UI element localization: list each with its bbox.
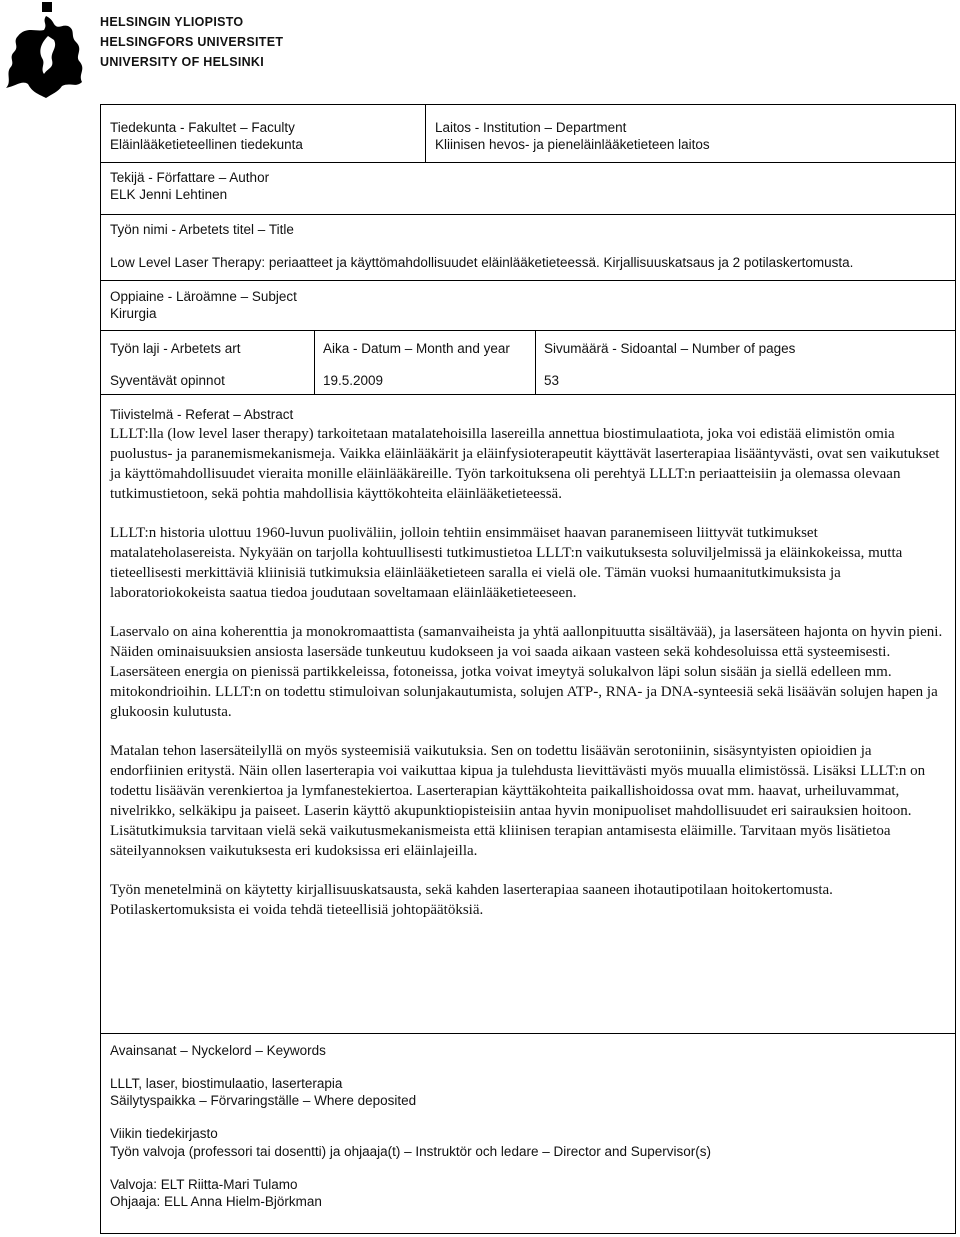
author-value: ELK Jenni Lehtinen	[110, 187, 228, 202]
department-label: Laitos - Institution – Department	[435, 120, 627, 135]
divider	[101, 1033, 955, 1034]
university-name-sv: HELSINGFORS UNIVERSITET	[100, 35, 284, 49]
subject-label: Oppiaine - Läroämne – Subject	[110, 289, 297, 304]
level-field	[110, 340, 310, 389]
level-value: Syventävät opinnot	[110, 373, 225, 388]
supervisor-line: Valvoja: ELT Riitta-Mari Tulamo	[110, 1177, 298, 1192]
divider	[101, 394, 955, 395]
title-field	[110, 221, 946, 271]
subject-value: Kirurgia	[110, 306, 157, 321]
keywords-label: Avainsanat – Nyckelord – Keywords	[110, 1043, 326, 1058]
keywords-value: LLLT, laser, biostimulaatio, laserterapia	[110, 1076, 343, 1091]
date-value: 19.5.2009	[323, 373, 384, 388]
abstract-paragraph: Laservalo on aina koherenttia ja monokromaattista (samanvaiheista ja yhtä aallonpituutta sisältävää), ja lasersäteen hajonta on hyvin pieni. Näiden ominaisuuksien ansiosta lasersäde tunkeutuu kudokseen ja voi saada aikaan vasteen sekä kohdesoluissa että systeemisesti. Lasersäteen energia on pienissä partikkeleissa, fotoneissa, jotka voivat imeytyä solukalvon läpi solun sisään ja siellä edelleen mm. mitokondrioihin. LLLT:n on todettu stimuloivan solunjakautumista, solujen ATP-, RNA- ja DNA-synteesiä sekä lisäävän solujen hapen ja glukoosin kulutusta.	[110, 624, 943, 720]
divider	[314, 330, 315, 394]
keywords-field	[110, 1042, 940, 1092]
deposited-value: Viikin tiedekirjasto	[110, 1126, 218, 1141]
author-label: Tekijä - Författare – Author	[110, 170, 270, 185]
divider	[101, 330, 955, 331]
abstract-body	[110, 424, 946, 939]
level-label: Työn laji - Arbetets art	[110, 341, 241, 356]
pages-label: Sivumäärä - Sidoantal – Number of pages	[544, 341, 796, 356]
deposited-field	[110, 1092, 940, 1142]
supervisors-label: Työn valvoja (professori tai dosentti) ja ohjaaja(t) – Instruktör och ledare – Director and Supervisor(s)	[110, 1144, 712, 1159]
divider	[425, 105, 426, 162]
pages-value: 53	[544, 373, 560, 388]
supervisor-line: Ohjaaja: ELL Anna Hielm-Björkman	[110, 1194, 322, 1209]
divider	[101, 280, 955, 281]
university-names	[100, 12, 283, 72]
title-label: Työn nimi - Arbetets titel – Title	[110, 222, 294, 237]
faculty-label: Tiedekunta - Fakultet – Faculty	[110, 120, 295, 135]
deposited-label: Säilytyspaikka – Förvaringställe – Where deposited	[110, 1093, 417, 1108]
abstract-paragraph: LLLT:n historia ulottuu 1960-luvun puoliväliin, jolloin tehtiin ensimmäiset haavan paranemiseen liittyvät tutkimukset matalateholasereista. Nykyään on tarjolla kohtuullisesti tutkimustietoa LLLT:n vaikutuksesta soluviljelmissä ja eläinkokeissa, mutta tieteellisesti merkittäviä kliinisiä tutkimuksia eläinlääketieteen saralla ei vielä ole. Tämän vuoksi humaanitutkimuksista ja laboratoriokokeista saatua tiedoa joudutaan soveltamaan eläinlääketieteeseen.	[110, 525, 903, 601]
page-header	[0, 0, 960, 100]
university-name-en: UNIVERSITY OF HELSINKI	[100, 55, 265, 69]
title-value: Low Level Laser Therapy: periaatteet ja käyttömahdollisuudet eläinlääketieteessä. Kirjallisuuskatsaus ja 2 potilaskertomusta.	[110, 255, 854, 270]
divider	[535, 330, 536, 394]
helsinki-university-flame-logo-icon	[2, 2, 94, 98]
department-field	[435, 119, 945, 153]
faculty-field	[110, 119, 410, 153]
abstract-paragraph: Työn menetelminä on käytetty kirjallisuuskatsausta, sekä kahden laserterapiaa saaneen ihotautipotilaan hoitokertomusta. Potilaskertomuksista ei voida tehdä tieteellisiä johtopäätöksiä.	[110, 882, 833, 918]
abstract-form	[100, 104, 956, 1234]
date-field	[323, 340, 538, 389]
supervisors-field	[110, 1143, 950, 1210]
abstract-label: Tiivistelmä - Referat – Abstract	[110, 407, 294, 422]
department-value: Kliinisen hevos- ja pieneläinlääketieteen laitos	[435, 137, 710, 152]
faculty-value: Eläinlääketieteellinen tiedekunta	[110, 137, 303, 152]
author-field	[110, 169, 940, 203]
abstract-paragraph: Matalan tehon lasersäteilyllä on myös systeemisiä vaikutuksia. Sen on todettu lisäävän serotoniinin, sisäsyntyisten opioidien ja endorfiinien eritystä. Näin ollen laserterapia voi vaikuttaa kipua ja tulehdusta lievittävästi myös muualla elimistössä. Lisäksi LLLT:n on todettu lisäävän verenkiertoa ja lymfanestekiertoa. Laserterapian käyttäkohteita paikallishoidossa ovat mm. haavat, urheiluvammat, nivelrikko, selkäkipu ja paiseet. Laserin käyttö akupunktiopisteisiin antaa hyvin monipuoliset mahdollisuudet eri sairauksien hoitoon. Lisätutkimuksia tarvitaan vielä sekä vaikutusmekanismeista että kliinisen terapian antamisesta eläimille. Tarvitaan myös lisätietoa säteilyannoksen vaikutuksesta eri kudoksissa eri eläinlajeilla.	[110, 743, 926, 859]
subject-field	[110, 288, 940, 322]
university-name-fi: HELSINGIN YLIOPISTO	[100, 15, 244, 29]
divider	[101, 214, 955, 215]
abstract-paragraph: LLLT:lla (low level laser therapy) tarkoitetaan matalatehoisilla lasereilla annettua biostimulaatiota, joka voi edistää elimistön omia puolustus- ja paranemismekanismeja. Vaikka eläinlääkärit ja eläinfysioterapeutit käyttävät laserterapiaa lisääntyvästi, ovat sen vaikutukset ja käyttömahdollisuudet vieraita monille eläinlääkäreille. Työn tarkoituksena oli perehtyä LLLT:n periaatteisiin ja olemassa olevaan tutkimustietoon, sekä pohtia mahdollisia käyttökohteita eläinlääketieteessä.	[110, 426, 940, 502]
divider	[101, 162, 955, 163]
pages-field	[544, 340, 944, 389]
date-label: Aika - Datum – Month and year	[323, 341, 510, 356]
